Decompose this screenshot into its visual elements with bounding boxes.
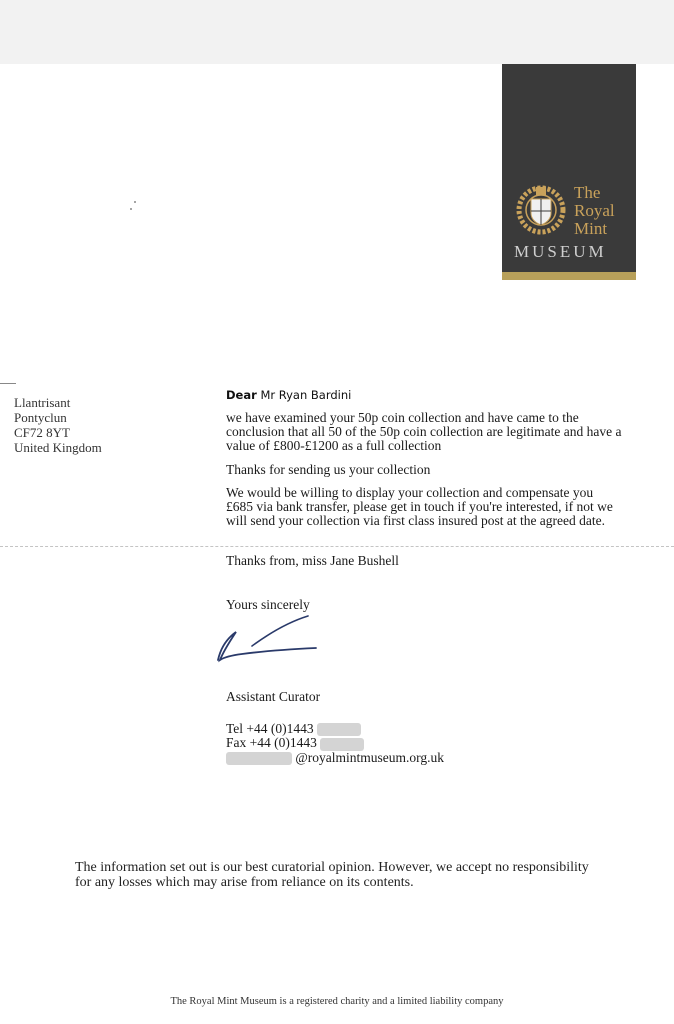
- redacted-block: [317, 723, 361, 736]
- royal-crest-icon: [514, 181, 568, 235]
- email-line: [226, 751, 656, 765]
- logo-line-mint: Mint: [574, 219, 608, 238]
- signatory-title: Assistant Curator: [226, 689, 321, 704]
- fold-line: [0, 546, 674, 547]
- logo-line-royal: Royal: [574, 201, 615, 220]
- disclaimer-line: The information set out is our best curatorial opinion. However, we accept no responsibility: [75, 860, 589, 875]
- logo-wordmark: [574, 184, 634, 238]
- logo-line-the: The: [574, 183, 601, 202]
- disclaimer: [75, 860, 645, 890]
- footer-note: The Royal Mint Museum is a registered charity and a limited liability company: [170, 996, 504, 1007]
- telephone-number: Tel +44 (0)1443: [226, 721, 314, 736]
- paragraph-offer: [226, 486, 656, 528]
- signature: [212, 612, 322, 668]
- email-domain: @royalmintmuseum.org.uk: [295, 749, 445, 765]
- redacted-block: [226, 752, 292, 765]
- fax-number: Fax +44 (0)1443: [226, 735, 317, 751]
- salutation-word: Dear: [226, 388, 257, 402]
- telephone-line: [226, 722, 656, 736]
- salutation: [226, 388, 351, 402]
- text-line: We would be willing to display your collection and compensate you: [226, 485, 594, 500]
- text-line: will send your collection via first class insured post at the agreed date.: [226, 513, 606, 528]
- fold-mark: [0, 383, 16, 384]
- fax-line: [226, 736, 656, 750]
- paragraph-examination: [226, 411, 656, 453]
- logo-museum-text: MUSEUM: [514, 242, 607, 261]
- text-line: value of £800-£1200 as a full collection: [226, 438, 442, 453]
- address-line: Llantrisant: [14, 395, 71, 410]
- sender-thanks: Thanks from, miss Jane Bushell: [226, 553, 399, 568]
- logo-gold-bar: [502, 272, 636, 280]
- speck: [134, 201, 136, 203]
- address-line: CF72 8YT: [14, 425, 70, 440]
- text-line: £685 via bank transfer, please get in touch if you're interested, if not we: [226, 499, 613, 514]
- text-line: conclusion that all 50 of the 50p coin collection are legitimate and have a: [226, 424, 622, 439]
- closing: Yours sincerely: [226, 597, 310, 612]
- text-line: we have examined your 50p coin collection and have came to the: [226, 410, 579, 425]
- paragraph-thanks: Thanks for sending us your collection: [226, 462, 431, 477]
- address-line: Pontyclun: [14, 410, 67, 425]
- disclaimer-line: for any losses which may arise from reliance on its contents.: [75, 875, 414, 890]
- contact-details: [226, 722, 656, 765]
- speck: [130, 208, 132, 210]
- address-line: United Kingdom: [14, 440, 102, 455]
- recipient-name: Mr Ryan Bardini: [260, 388, 352, 402]
- sender-address: [14, 395, 102, 455]
